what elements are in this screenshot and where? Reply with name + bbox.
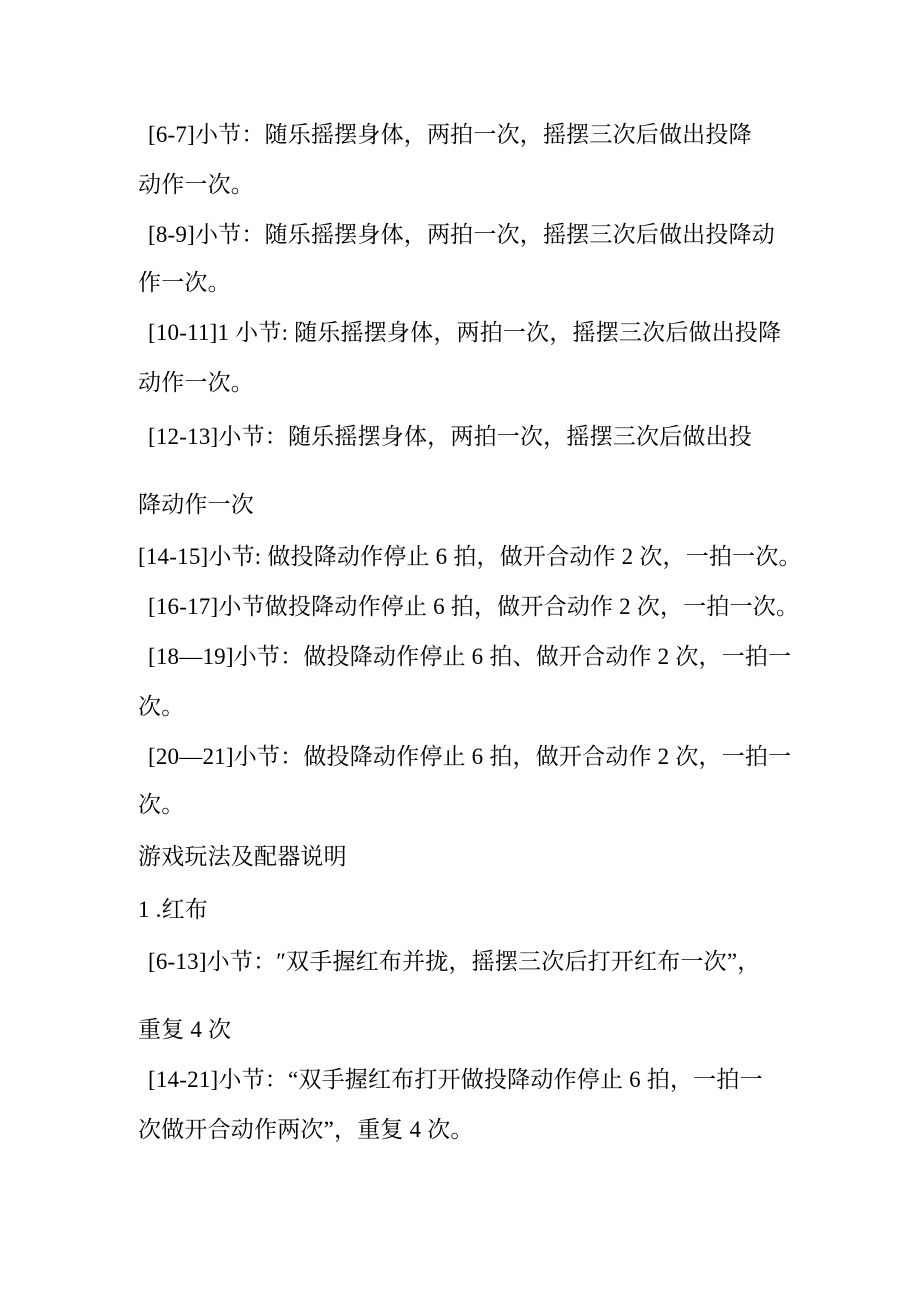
paragraph-line: [16-17]小节做投降动作停止 6 拍，做开合动作 2 次，一拍一次。 <box>148 594 800 619</box>
paragraph-line: 动作一次。 <box>138 370 254 395</box>
paragraph-line: 重复 4 次 <box>138 1017 232 1042</box>
paragraph-line: [20—21]小节：做投降动作停止 6 拍，做开合动作 2 次，一拍一 <box>148 744 792 769</box>
paragraph-line: 次。 <box>138 792 185 817</box>
paragraph-line: [14-21]小节：“双手握红布打开做投降动作停止 6 拍，一拍一 <box>148 1067 763 1092</box>
paragraph-line: [12-13]小节：随乐摇摆身体，两拍一次，摇摆三次后做出投 <box>148 424 752 449</box>
paragraph-line: 降动作一次 <box>138 492 254 517</box>
paragraph-line: [8-9]小节：随乐摇摆身体，两拍一次，摇摆三次后做出投降动 <box>148 222 775 247</box>
paragraph-line: [14-15]小节: 做投降动作停止 6 拍，做开合动作 2 次，一拍一次。 <box>138 544 802 569</box>
paragraph-line: 作一次。 <box>138 270 231 295</box>
list-item-heading: 1 .红布 <box>138 897 208 922</box>
paragraph-line: 动作一次。 <box>138 172 254 197</box>
paragraph-line: 次。 <box>138 694 185 719</box>
section-heading: 游戏玩法及配器说明 <box>138 844 347 869</box>
paragraph-line: [10-11]1 小节: 随乐摇摆身体，两拍一次，摇摆三次后做出投降 <box>148 320 782 345</box>
paragraph-line: 次做开合动作两次”，重复 4 次。 <box>138 1117 474 1142</box>
paragraph-line: [6-13]小节：″双手握红布并拢，摇摆三次后打开红布一次”， <box>148 949 761 974</box>
paragraph-line: [18—19]小节：做投降动作停止 6 拍、做开合动作 2 次，一拍一 <box>148 644 792 669</box>
paragraph-line: [6-7]小节：随乐摇摆身体，两拍一次，摇摆三次后做出投降 <box>148 122 752 147</box>
